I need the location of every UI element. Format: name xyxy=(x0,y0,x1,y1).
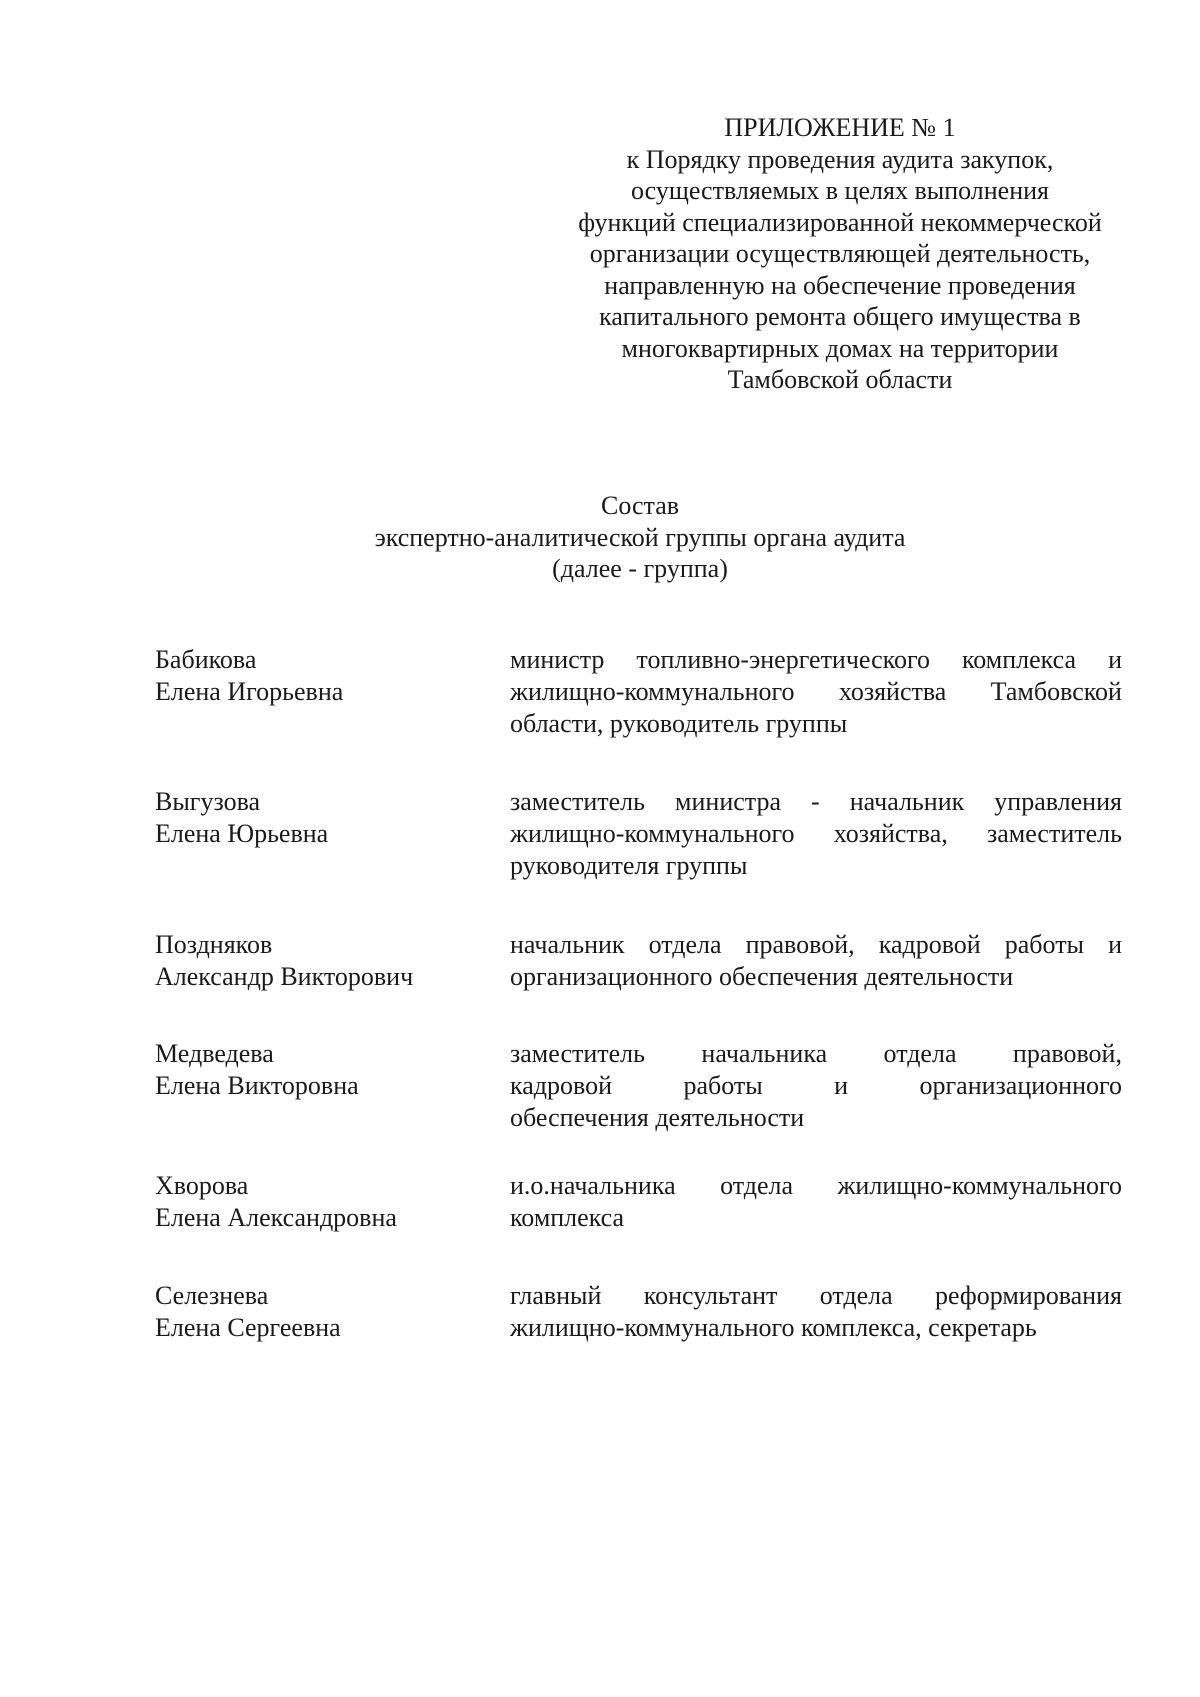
member-role-line: руководителя группы xyxy=(510,851,748,880)
member-given-name: Елена Викторовна xyxy=(155,1071,359,1100)
member-surname: Хворова xyxy=(155,1171,249,1200)
member-name xyxy=(155,786,485,850)
heading-title: Состав xyxy=(600,491,680,520)
member-surname: Бабикова xyxy=(155,645,257,674)
member-given-name: Елена Игорьевна xyxy=(155,677,344,706)
member-role-line: заместитель министра - начальник управления xyxy=(510,787,1122,816)
heading-note: (далее - группа) xyxy=(552,554,728,583)
member-given-name: Елена Юрьевна xyxy=(155,819,329,848)
member-name xyxy=(155,929,485,993)
member-role-line: кадровой работы и организационного xyxy=(510,1071,1122,1100)
member-role xyxy=(510,1280,1122,1344)
member-role-line: главный консультант отдела реформирования xyxy=(510,1281,1122,1310)
appendix-line: Тамбовской области xyxy=(727,365,953,394)
member-role-line: начальник отдела правовой, кадровой работы и xyxy=(510,930,1122,959)
member-surname: Поздняков xyxy=(155,930,273,959)
member-role-line: организационного обеспечения деятельности xyxy=(510,962,1014,991)
member-role xyxy=(510,929,1122,993)
member-given-name: Елена Сергеевна xyxy=(155,1313,341,1342)
member-name xyxy=(155,1170,485,1234)
appendix-line: капитального ремонта общего имущества в xyxy=(599,302,1081,331)
appendix-line: направленную на обеспечение проведения xyxy=(604,270,1076,300)
heading-subtitle: экспертно-аналитической группы органа аудита xyxy=(374,522,906,552)
member-name xyxy=(155,1038,485,1102)
appendix-header xyxy=(545,112,1135,396)
member-role xyxy=(510,1170,1122,1234)
member-role-line: жилищно-коммунального хозяйства Тамбовской xyxy=(510,677,1122,706)
group-heading xyxy=(300,490,980,585)
member-surname: Селезнева xyxy=(155,1281,269,1310)
member-given-name: Александр Викторович xyxy=(155,962,414,991)
member-role xyxy=(510,1038,1122,1134)
appendix-line: организации осуществляющей деятельность, xyxy=(589,239,1091,268)
member-surname: Медведева xyxy=(155,1039,274,1068)
member-role-line: и.о.начальника отдела жилищно-коммунального xyxy=(510,1171,1122,1200)
member-role-line: заместитель начальника отдела правовой, xyxy=(510,1039,1122,1068)
appendix-line: многоквартирных домах на территории xyxy=(621,333,1059,363)
member-given-name: Елена Александровна xyxy=(155,1203,397,1232)
member-role-line: жилищно-коммунального комплекса, секретарь xyxy=(510,1313,1037,1342)
member-role xyxy=(510,786,1122,882)
appendix-title: ПРИЛОЖЕНИЕ № 1 xyxy=(724,113,956,142)
member-role xyxy=(510,644,1122,740)
member-surname: Выгузова xyxy=(155,787,261,816)
appendix-line: осуществляемых в целях выполнения xyxy=(631,176,1049,205)
appendix-line: к Порядку проведения аудита закупок, xyxy=(626,144,1054,174)
member-role-line: министр топливно-энергетического комплекса и xyxy=(510,645,1122,674)
appendix-line: функций специализированной некоммерческой xyxy=(578,207,1102,237)
member-name xyxy=(155,1280,485,1344)
member-role-line: обеспечения деятельности xyxy=(510,1103,805,1132)
member-role-line: комплекса xyxy=(510,1203,625,1232)
member-role-line: области, руководитель группы xyxy=(510,709,848,738)
member-name xyxy=(155,644,485,708)
member-role-line: жилищно-коммунального хозяйства, заместитель xyxy=(510,819,1122,848)
